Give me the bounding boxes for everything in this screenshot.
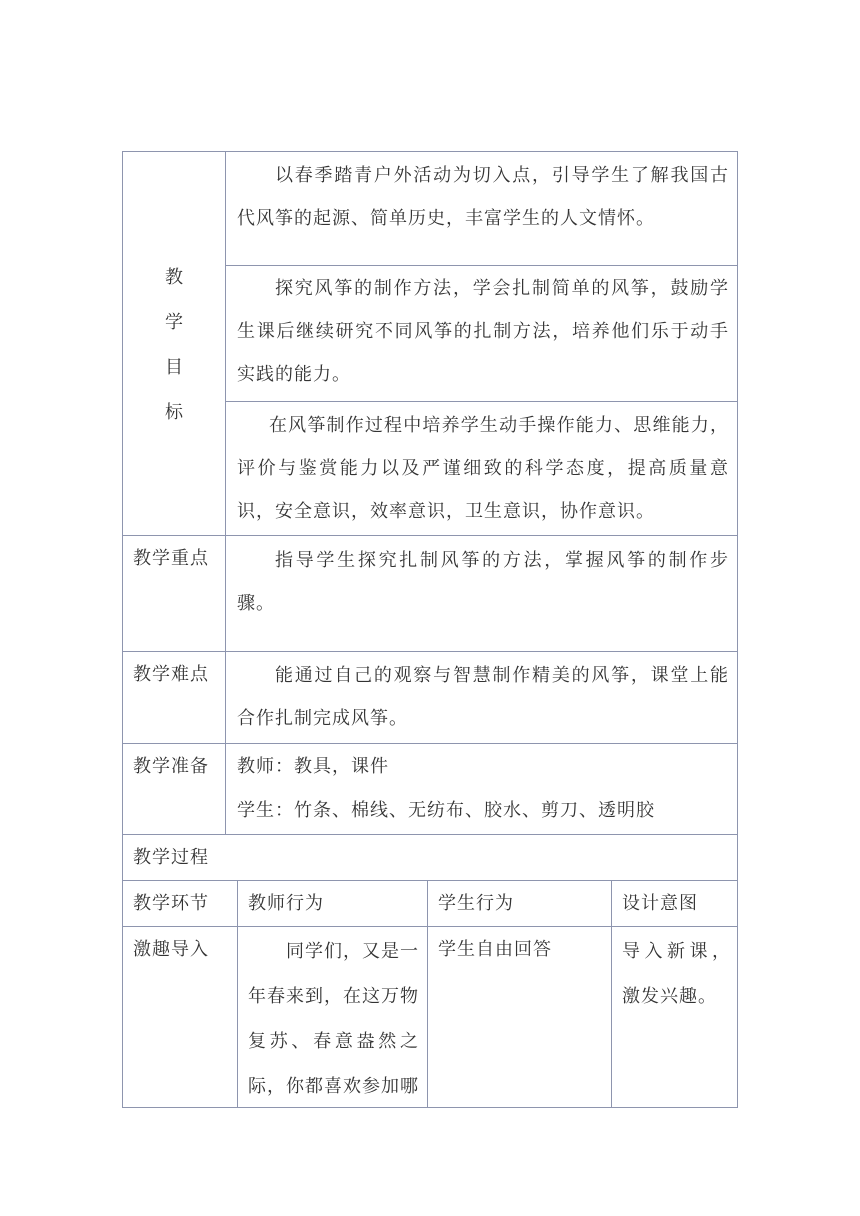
objectives-label-char-3: 目 bbox=[165, 357, 183, 378]
objective-text-1: 以春季踏青户外活动为切入点，引导学生了解我国古代风筝的起源、简单历史，丰富学生的人文情怀。 bbox=[237, 165, 729, 229]
preparation-label: 教学准备 bbox=[133, 756, 209, 777]
key-points-label-cell bbox=[122, 535, 226, 652]
objective-text-3: 在风筝制作过程中培养学生动手操作能力、思维能力，评价与鉴赏能力以及严谨细致的科学态度，提高质量意识，安全意识，效率意识，卫生意识，协作意识。 bbox=[237, 415, 729, 522]
row-intent-text: 导入新课，激发兴趣。 bbox=[622, 941, 731, 1007]
difficulties-label: 教学难点 bbox=[133, 664, 209, 685]
row-stage-text: 激趣导入 bbox=[133, 939, 209, 960]
preparation-teacher: 教师：教具，课件 bbox=[237, 756, 389, 777]
preparation-cell bbox=[225, 743, 738, 835]
objectives-label-char-4: 标 bbox=[165, 402, 183, 423]
process-label-cell bbox=[122, 834, 738, 881]
process-header-stage bbox=[122, 880, 238, 927]
preparation-label-cell bbox=[122, 743, 226, 835]
objective-cell-1 bbox=[225, 151, 738, 266]
header-intent-label: 设计意图 bbox=[622, 893, 698, 914]
objective-cell-2 bbox=[225, 265, 738, 402]
process-header-student bbox=[427, 880, 612, 927]
header-teacher-label: 教师行为 bbox=[248, 893, 324, 914]
key-points-label: 教学重点 bbox=[133, 548, 209, 569]
objectives-label-cell bbox=[122, 151, 226, 536]
key-points-text: 指导学生探究扎制风筝的方法，掌握风筝的制作步骤。 bbox=[237, 550, 729, 614]
row-teacher-text: 同学们，又是一年春来到，在这万物复苏、春意盎然之际，你都喜欢参加哪 bbox=[248, 941, 419, 1097]
objective-cell-3 bbox=[225, 401, 738, 536]
objectives-label-char-2: 学 bbox=[165, 312, 183, 333]
difficulties-text: 能通过自己的观察与智慧制作精美的风筝，课堂上能合作扎制完成风筝。 bbox=[237, 665, 729, 729]
process-label: 教学过程 bbox=[133, 847, 209, 868]
row-intent-cell bbox=[611, 926, 738, 1108]
key-points-cell bbox=[225, 535, 738, 652]
row-stage-cell bbox=[122, 926, 238, 1108]
header-stage-label: 教学环节 bbox=[133, 893, 209, 914]
header-student-label: 学生行为 bbox=[438, 893, 514, 914]
objectives-label-char-1: 教 bbox=[165, 267, 183, 288]
objective-text-2: 探究风筝的制作方法，学会扎制简单的风筝，鼓励学生课后继续研究不同风筝的扎制方法，培养他们乐于动手实践的能力。 bbox=[237, 278, 729, 385]
row-student-cell bbox=[427, 926, 612, 1108]
row-teacher-cell bbox=[237, 926, 428, 1108]
row-student-text: 学生自由回答 bbox=[438, 939, 552, 960]
difficulties-label-cell bbox=[122, 651, 226, 744]
process-header-intent bbox=[611, 880, 738, 927]
preparation-student: 学生：竹条、棉线、无纺布、胶水、剪刀、透明胶 bbox=[237, 800, 655, 821]
difficulties-cell bbox=[225, 651, 738, 744]
process-header-teacher bbox=[237, 880, 428, 927]
